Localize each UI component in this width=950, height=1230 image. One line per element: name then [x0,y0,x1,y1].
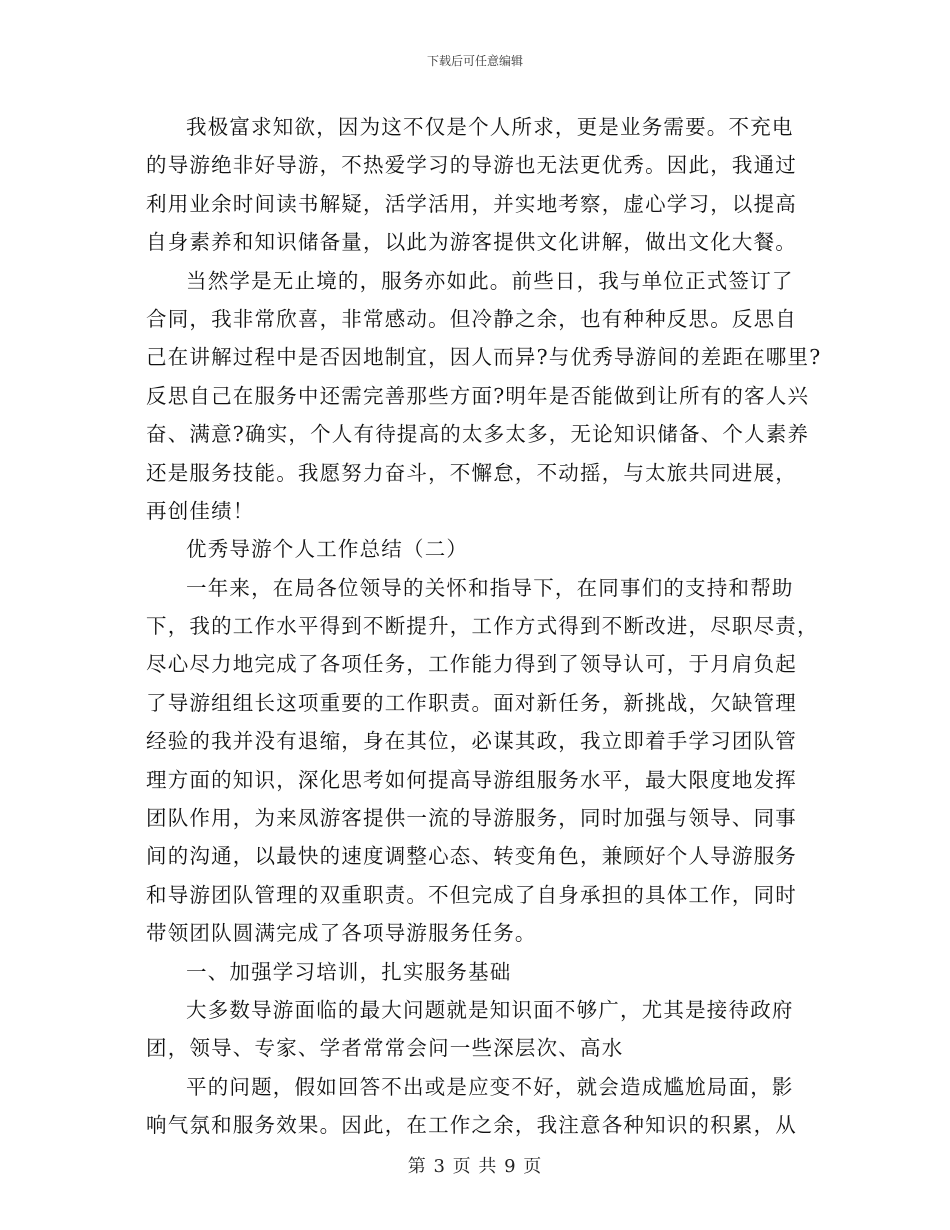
text-line: 团，领导、专家、学者常常会问一些深层次、高水 [146,1036,624,1061]
document-body [146,108,822,1145]
text-line: 己在讲解过程中是否因地制宜，因人而异?与优秀导游间的差距在哪里? [146,345,822,370]
header-note: 下载后可任意编辑 [426,54,523,68]
text-line: 合同，我非常欣喜，非常感动。但冷静之余，也有种种反思。反思自 [146,306,797,331]
text-line: 理方面的知识，深化思考如何提高导游组服务水平，最大限度地发挥 [146,767,797,792]
text-line: 下，我的工作水平得到不断提升，工作方式得到不断改进，尽职尽责， [146,614,819,639]
text-line: 和导游团队管理的双重职责。不但完成了自身承担的具体工作，同时 [146,882,797,907]
text-line: 大多数导游面临的最大问题就是知识面不够广，尤其是接待政府 [186,997,794,1022]
text-line: 间的沟通，以最快的速度调整心态、转变角色，兼顾好个人导游服务 [146,844,797,869]
text-line: 的导游绝非好导游，不热爱学习的导游也无法更优秀。因此，我通过 [146,153,797,178]
text-line: 平的问题，假如回答不出或是应变不好，就会造成尴尬局面，影 [186,1074,794,1099]
text-line: 一年来，在局各位领导的关怀和指导下，在同事们的支持和帮助 [186,575,794,600]
text-line: 带领团队圆满完成了各项导游服务任务。 [146,921,537,946]
text-line: 还是服务技能。我愿努力奋斗，不懈怠，不动摇，与太旅共同进展， [146,460,797,485]
text-line: 当然学是无止境的，服务亦如此。前些日，我与单位正式签订了 [186,268,794,293]
text-line: 尽心尽力地完成了各项任务，工作能力得到了领导认可，于月肩负起 [146,652,797,677]
text-line: 自身素养和知识储备量，以此为游客提供文化讲解，做出文化大餐。 [146,230,797,255]
text-line: 奋、满意?确实，个人有待提高的太多太多，无论知识储备、个人素养 [146,422,810,447]
text-line: 经验的我并没有退缩，身在其位，必谋其政，我立即着手学习团队管 [146,729,797,754]
text-line: 了导游组组长这项重要的工作职责。面对新任务，新挑战，欠缺管理 [146,690,797,715]
text-line: 一、加强学习培训，扎实服务基础 [186,959,512,984]
text-line: 团队作用，为来凤游客提供一流的导游服务，同时加强与领导、同事 [146,806,797,831]
text-line: 响气氛和服务效果。因此，在工作之余，我注意各种知识的积累，从 [146,1113,797,1138]
text-line: 我极富求知欲，因为这不仅是个人所求，更是业务需要。不充电 [186,115,794,139]
text-line: 优秀导游个人工作总结（二） [186,537,469,562]
text-line: 利用业余时间读书解疑，活学活用，并实地考察，虚心学习，以提高 [146,191,797,216]
text-line: 反思自己在服务中还需完善那些方面?明年是否能做到让所有的客人兴 [146,383,810,408]
text-line: 再创佳绩！ [146,498,255,523]
page-number: 第 3 页 共 9 页 [407,1156,543,1177]
